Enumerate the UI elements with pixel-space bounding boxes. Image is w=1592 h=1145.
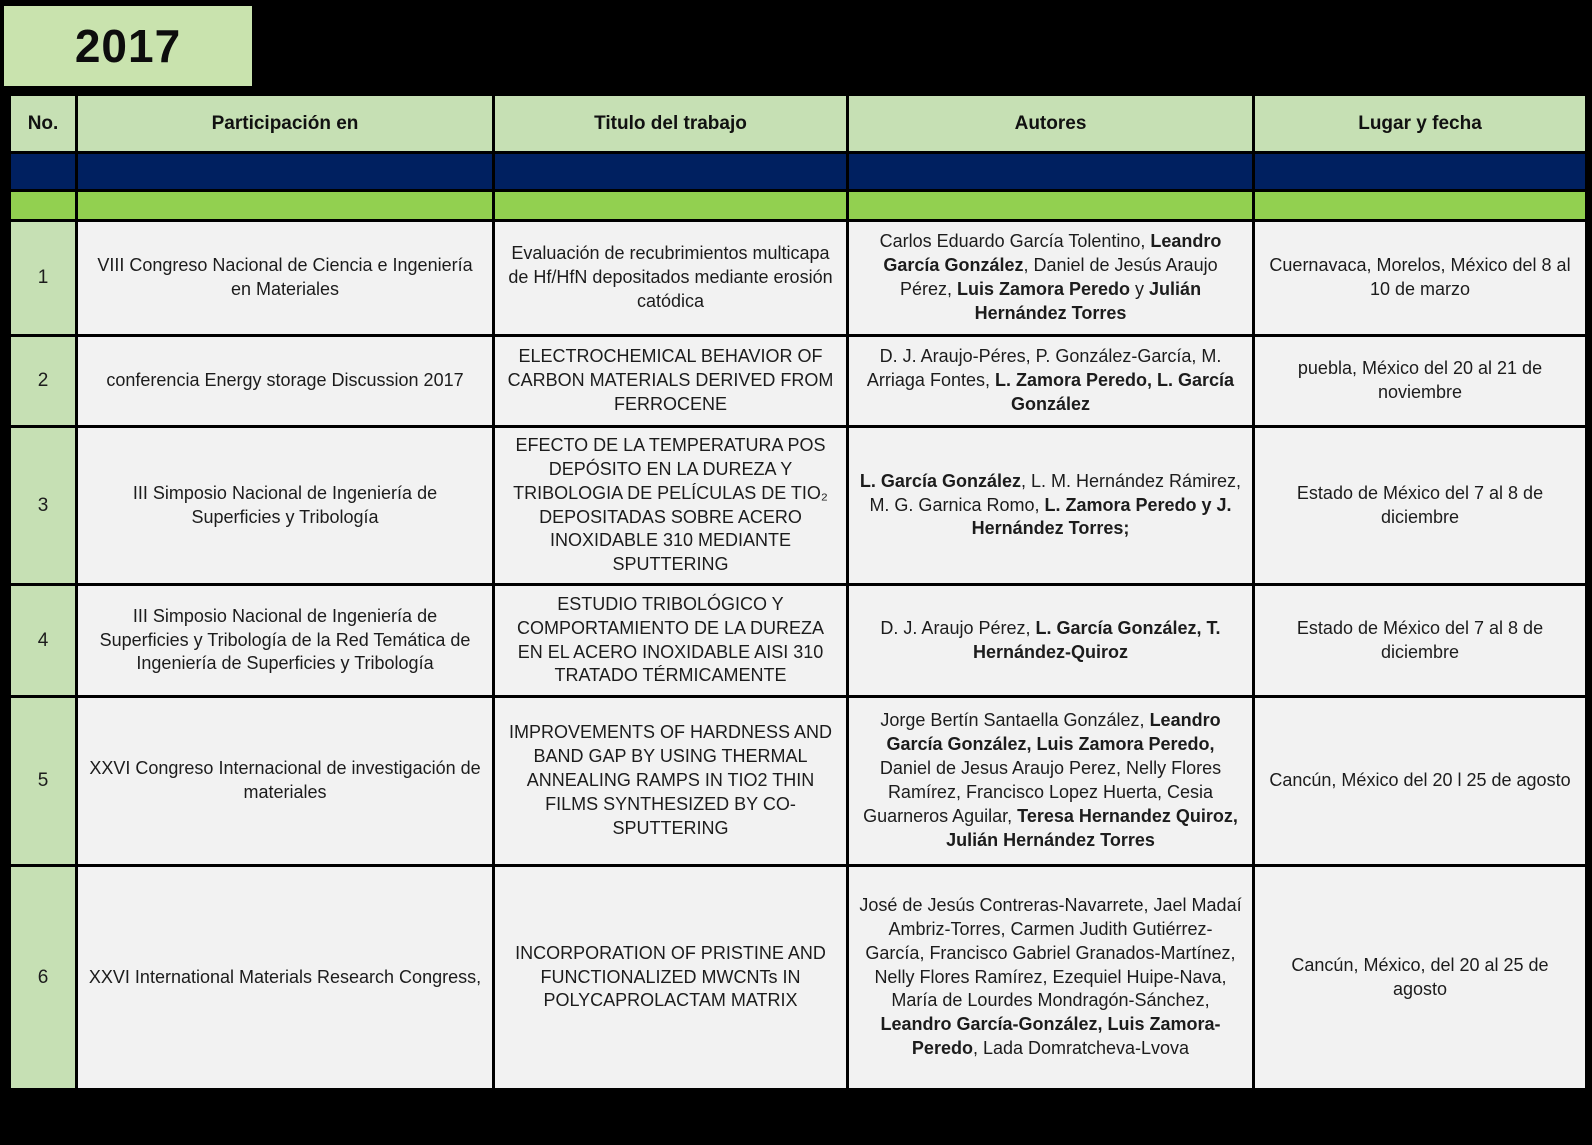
cell-autores xyxy=(848,866,1254,1090)
cell-participacion: conferencia Energy storage Discussion 2017 xyxy=(77,336,494,427)
cell-no: 2 xyxy=(10,336,77,427)
cell-lugar: Cancún, México, del 20 al 25 de agosto xyxy=(1254,866,1587,1090)
author-segment: L. Zamora Peredo y J. Hernández Torres; xyxy=(971,494,1232,539)
header-participacion: Participación en xyxy=(77,95,494,153)
author-segment: L. García González, T. Hernández-Quiroz xyxy=(972,617,1221,662)
table-row xyxy=(10,866,1587,1090)
author-segment: , Daniel de Jesús Araujo Pérez, xyxy=(899,255,1218,299)
author-segment: , Lada Domratcheva-Lvova xyxy=(972,1038,1190,1059)
cell-autores xyxy=(848,697,1254,866)
author-segment: Daniel de Jesus Araujo Perez, Nelly Flores Ramírez, Francisco Lopez Huerta, Cesia Guarneros Aguilar, xyxy=(863,758,1222,826)
spacer-cell xyxy=(1254,191,1587,221)
cell-autores xyxy=(848,336,1254,427)
table-row xyxy=(10,427,1587,585)
author-segment: L. García González xyxy=(859,470,1021,491)
author-segment: Luis Zamora Peredo xyxy=(956,279,1131,299)
spacer-cell xyxy=(848,153,1254,191)
header-no: No. xyxy=(10,95,77,153)
author-segment: Leandro García-González, Luis Zamora-Peredo xyxy=(880,1014,1221,1059)
author-segment: Jorge Bertín Santaella González, xyxy=(880,710,1150,731)
cell-participacion: III Simposio Nacional de Ingeniería de Superficies y Tribología de la Red Temática de Ingeniería de Superficies y Tribología xyxy=(77,585,494,697)
author-segment: D. J. Araujo-Péres, P. González-García, M. Arriaga Fontes, xyxy=(866,346,1222,391)
author-segment: Teresa Hernandez Quiroz, Julián Hernández Torres xyxy=(946,805,1238,850)
table-row xyxy=(10,336,1587,427)
header-lugar: Lugar y fecha xyxy=(1254,95,1587,153)
cell-titulo: Evaluación de recubrimientos multicapa de Hf/HfN depositados mediante erosión catódica xyxy=(494,221,848,336)
author-segment: Leandro García González xyxy=(883,231,1222,276)
cell-titulo: ELECTROCHEMICAL BEHAVIOR OF CARBON MATERIALS DERIVED FROM FERROCENE xyxy=(494,336,848,427)
spacer-cell xyxy=(494,191,848,221)
cell-lugar: puebla, México del 20 al 21 de noviembre xyxy=(1254,336,1587,427)
table-row xyxy=(10,221,1587,336)
header-row xyxy=(10,95,1587,153)
spacer-cell xyxy=(494,153,848,191)
spacer-cell xyxy=(1254,153,1587,191)
year-badge xyxy=(4,6,252,86)
table-row xyxy=(10,585,1587,697)
header-titulo: Titulo del trabajo xyxy=(494,95,848,153)
cell-lugar: Estado de México del 7 al 8 de diciembre xyxy=(1254,585,1587,697)
author-segment: Leandro García González, Luis Zamora Peredo, xyxy=(886,710,1221,755)
cell-lugar: Cancún, México del 20 l 25 de agosto xyxy=(1254,697,1587,866)
cell-no: 4 xyxy=(10,585,77,697)
cell-titulo: IMPROVEMENTS OF HARDNESS AND BAND GAP BY USING THERMAL ANNEALING RAMPS IN TIO2 THIN FILMS SYNTHESIZED BY CO-SPUTTERING xyxy=(494,697,848,866)
author-segment: José de Jesús Contreras-Navarrete, Jael Madaí Ambriz-Torres, Carmen Judith Gutiérrez-García, Francisco Gabriel Granados-Martínez, Nelly Flores Ramírez, Ezequiel Huipe-Nava, María de Lourdes Mondragón-Sánchez, xyxy=(859,894,1242,1011)
cell-participacion: VIII Congreso Nacional de Ciencia e Ingeniería en Materiales xyxy=(77,221,494,336)
cell-autores xyxy=(848,585,1254,697)
author-segment: y xyxy=(1130,279,1150,299)
spacer-cell xyxy=(77,153,494,191)
cell-no: 6 xyxy=(10,866,77,1090)
cell-autores xyxy=(848,427,1254,585)
cell-no: 3 xyxy=(10,427,77,585)
cell-participacion: XXVI International Materials Research Congress, xyxy=(77,866,494,1090)
cell-titulo: INCORPORATION OF PRISTINE AND FUNCTIONALIZED MWCNTs IN POLYCAPROLACTAM MATRIX xyxy=(494,866,848,1090)
spacer-cell xyxy=(848,191,1254,221)
author-segment: Julián Hernández Torres xyxy=(974,279,1202,323)
spacer-row-green xyxy=(10,191,1587,221)
spacer-cell xyxy=(10,191,77,221)
author-segment: Carlos Eduardo García Tolentino, xyxy=(879,231,1151,252)
author-segment: , L. M. Hernández Rámirez, M. G. Garnica Romo, xyxy=(869,470,1242,515)
cell-no: 1 xyxy=(10,221,77,336)
cell-lugar: Estado de México del 7 al 8 de diciembre xyxy=(1254,427,1587,585)
cell-titulo: EFECTO DE LA TEMPERATURA POS DEPÓSITO EN LA DUREZA Y TRIBOLOGIA DE PELÍCULAS DE TIO₂ DEPOSITADAS SOBRE ACERO INOXIDABLE 310 MEDIANTE SPUTTERING xyxy=(494,427,848,585)
spacer-row-navy xyxy=(10,153,1587,191)
publications-table xyxy=(8,93,1588,1091)
spacer-cell xyxy=(10,153,77,191)
spacer-cell xyxy=(77,191,494,221)
cell-lugar: Cuernavaca, Morelos, México del 8 al 10 de marzo xyxy=(1254,221,1587,336)
year-label: 2017 xyxy=(74,20,182,72)
header-autores: Autores xyxy=(848,95,1254,153)
cell-no: 5 xyxy=(10,697,77,866)
author-segment: L. Zamora Peredo, L. García González xyxy=(994,370,1235,414)
cell-participacion: XXVI Congreso Internacional de investigación de materiales xyxy=(77,697,494,866)
cell-autores xyxy=(848,221,1254,336)
table-row xyxy=(10,697,1587,866)
cell-titulo: ESTUDIO TRIBOLÓGICO Y COMPORTAMIENTO DE LA DUREZA EN EL ACERO INOXIDABLE AISI 310 TRATADO TÉRMICAMENTE xyxy=(494,585,848,697)
author-segment: D. J. Araujo Pérez, xyxy=(880,617,1036,638)
cell-participacion: III Simposio Nacional de Ingeniería de Superficies y Tribología xyxy=(77,427,494,585)
